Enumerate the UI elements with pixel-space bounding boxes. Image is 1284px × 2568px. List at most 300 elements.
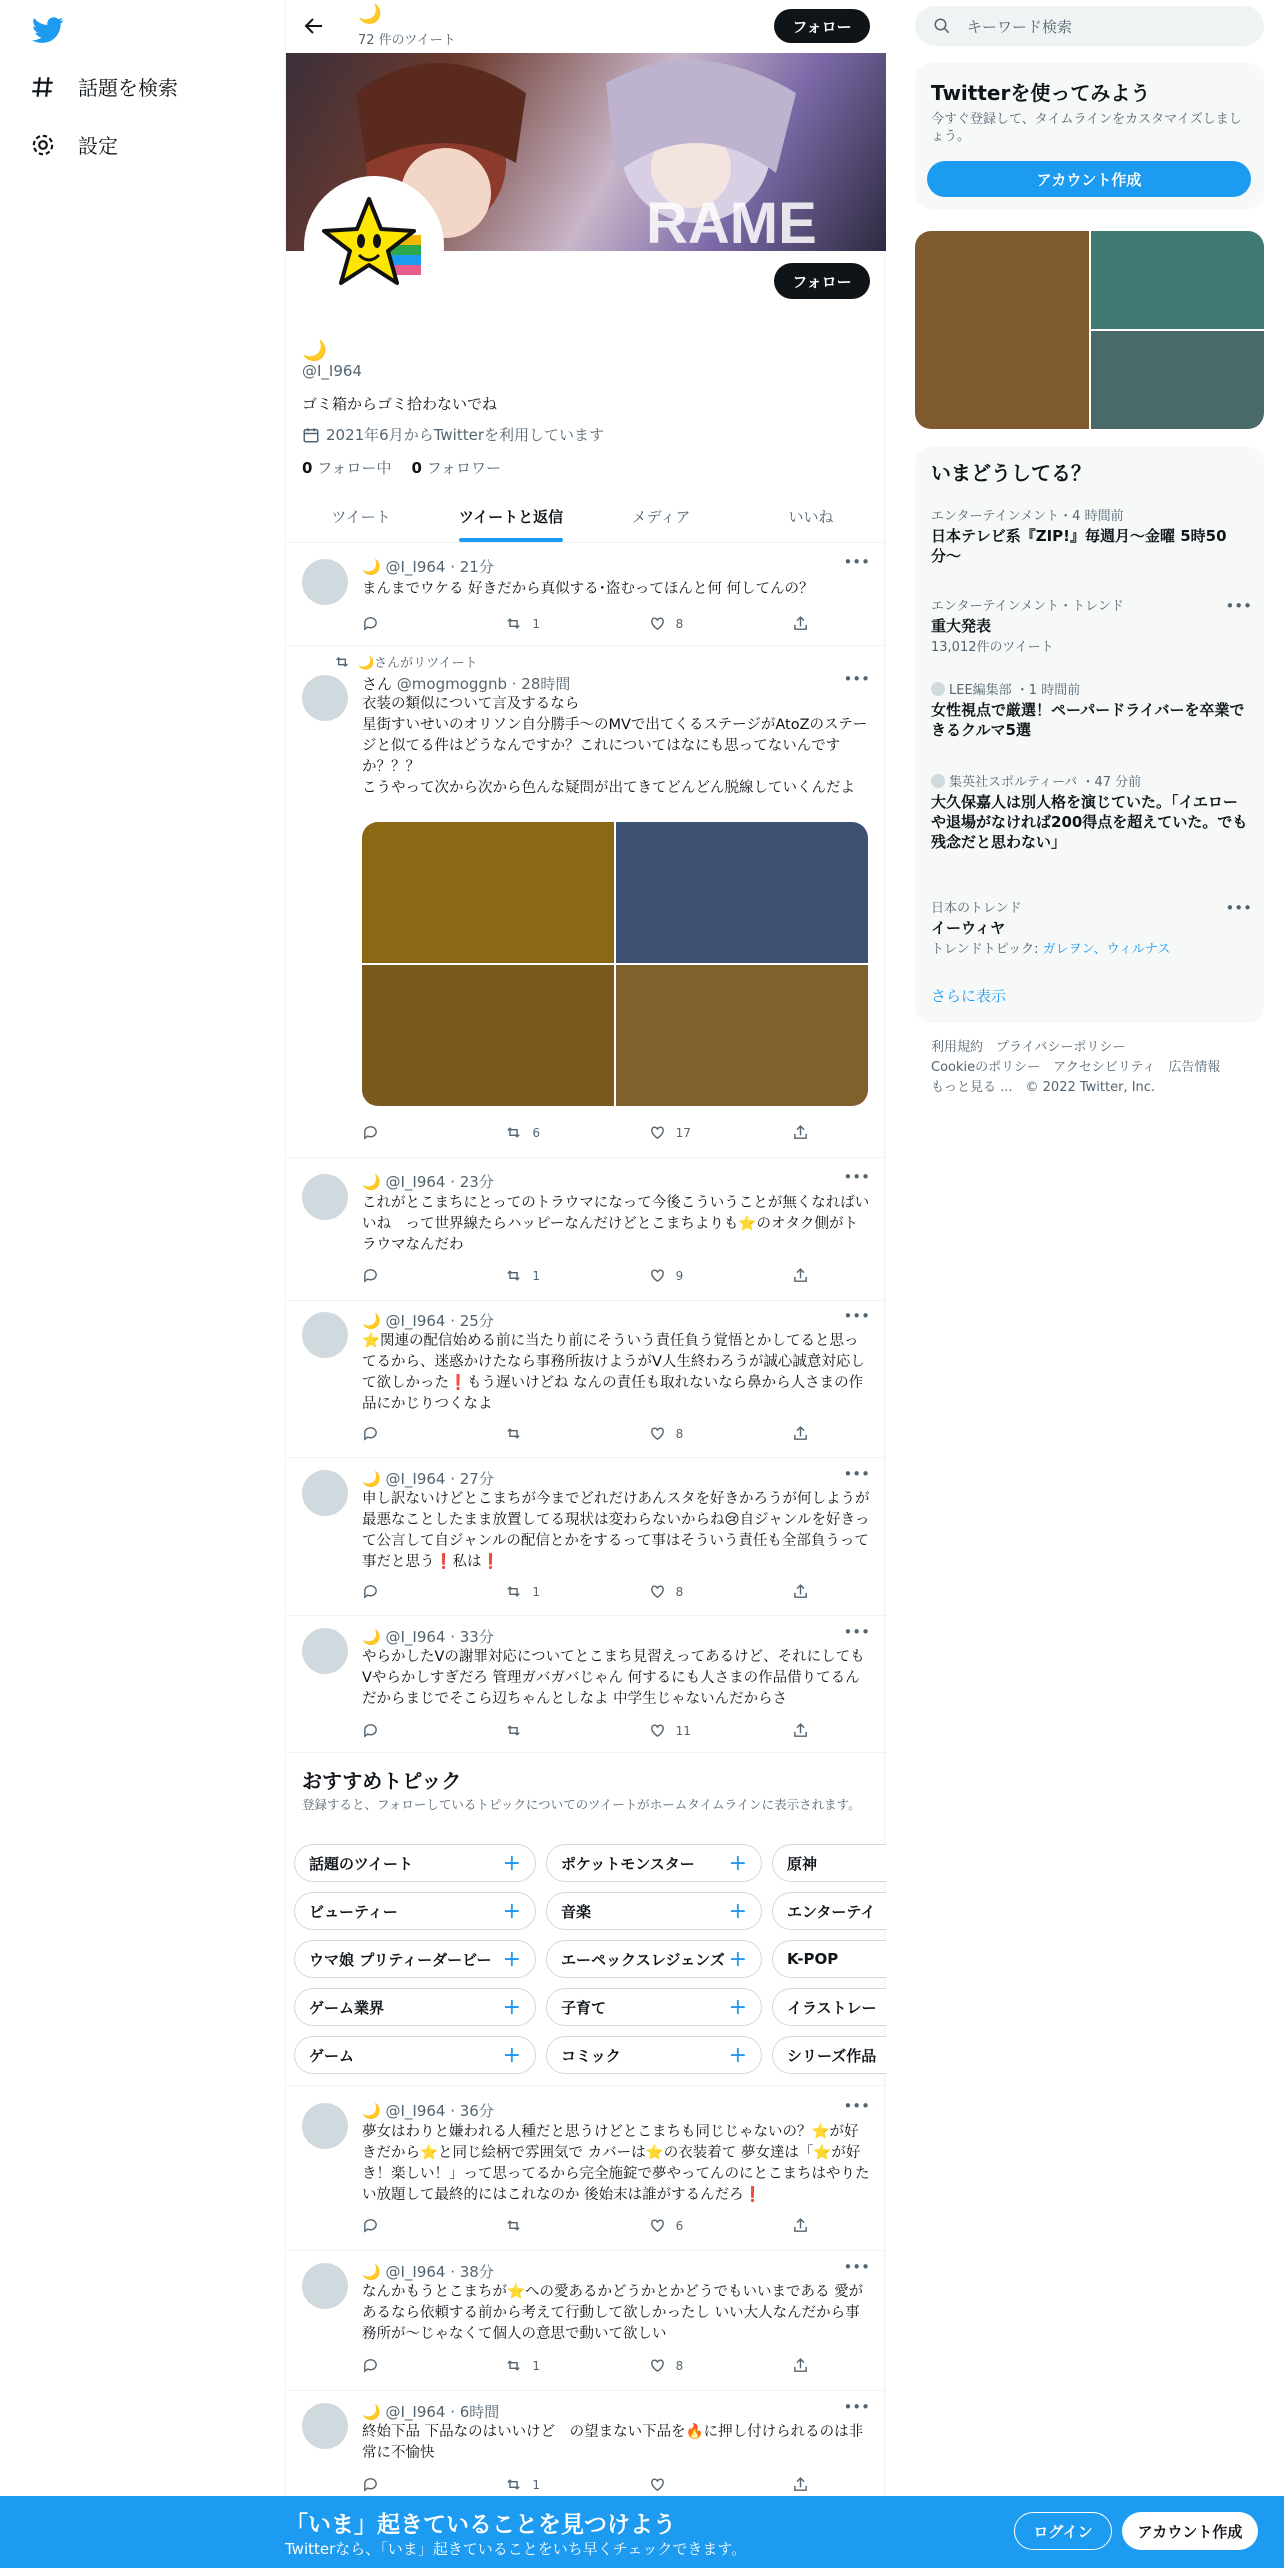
tweet-text: なんかもうとこまちが⭐への愛あるかどうかとかどうでもいいまである 愛があるなら依頼する前から考えて行動して欲しかったし いい大人なんだから事務所が〜じゃなくて個人の意思で動いて欲しい	[362, 2284, 864, 2342]
footer-links	[931, 1038, 1251, 1098]
tweet-header: さん @mogmoggnb · 28時間	[362, 675, 571, 693]
header-follow-button[interactable]: フォロー	[774, 9, 870, 43]
media-image[interactable]	[616, 822, 868, 963]
share-icon	[792, 615, 809, 632]
trend-topic-links[interactable]: ガレヲン、ウィルナス	[1042, 942, 1171, 957]
tweet-handle[interactable]: @I_I964	[385, 558, 446, 576]
topic-chip[interactable]	[294, 1892, 536, 1930]
topic-label: コミック	[561, 2046, 621, 2065]
topic-label: イラストレー	[787, 1998, 877, 2017]
plus-icon: +	[502, 1994, 521, 2020]
tweet-time[interactable]: 23分	[459, 1173, 494, 1191]
like-count: 17	[675, 1125, 691, 1140]
tweet-actions	[362, 1124, 812, 1141]
star-avatar-icon	[319, 191, 429, 301]
tweet[interactable]	[286, 646, 886, 1158]
tweet-text: これがとこまちにとってのトラウマになって今後こういうことが無くなればいいね って世界線たらハッピーなんだけどとこまちよりも⭐のオタク側がトラウマなんだわ	[362, 1195, 870, 1253]
like-count: 8	[675, 2358, 684, 2373]
tweet-author-name[interactable]: 🌙	[362, 2403, 381, 2421]
reply-button[interactable]	[362, 2357, 452, 2374]
trend-topics-prefix: トレンドトピック:	[931, 942, 1043, 957]
trend-title: 女性視点で厳選！ペーパードライバーを卒業できるクルマ5選	[931, 701, 1245, 739]
nav-explore[interactable]	[30, 72, 178, 101]
tweet-handle[interactable]: @I_I964	[385, 2263, 446, 2281]
retweet-button[interactable]	[505, 1124, 595, 1141]
reply-button[interactable]	[362, 1425, 452, 1442]
tweet-text: やらかしたVの謝罪対応についてとこまち見習えってあるけど、それにしてもVやらかしすぎだろ 管理ガバガバじゃん 何するにも人さまの作品借りてるんだからまじでそこら辺ちゃんとしなよ 中学生じゃないんだからさ	[362, 1649, 865, 1707]
share-button[interactable]	[792, 1267, 812, 1284]
trend-title: 重大発表	[931, 617, 992, 635]
plus-icon: +	[728, 2042, 747, 2068]
topic-label: 音楽	[561, 1902, 592, 1921]
like-button[interactable]	[649, 1722, 739, 1739]
plus-icon: +	[728, 1994, 747, 2020]
tweet-time[interactable]: 28時間	[521, 675, 571, 693]
trend-meta: 日本のトレンド	[931, 901, 1022, 916]
tweet-actions	[362, 2476, 812, 2493]
reply-icon	[362, 1722, 379, 1739]
reply-button[interactable]	[362, 1267, 452, 1284]
plus-icon: +	[728, 1898, 747, 1924]
topic-chip[interactable]	[772, 1844, 886, 1882]
topic-chip[interactable]	[546, 1892, 762, 1930]
svg-text:RAME: RAME	[646, 191, 817, 251]
search-input[interactable]: キーワード検索	[967, 17, 1073, 36]
like-button[interactable]	[649, 1425, 739, 1442]
tweet-handle[interactable]: @I_I964	[385, 1173, 446, 1191]
share-button[interactable]	[792, 1124, 812, 1141]
signup-banner-title: 「いま」起きていることを見つけよう	[285, 2512, 676, 2538]
trends-title: いまどうしてる？	[931, 461, 1091, 485]
topic-chip[interactable]	[772, 1892, 886, 1930]
more-icon[interactable]: •••	[843, 670, 870, 688]
avatar[interactable]	[302, 1312, 348, 1358]
tweet[interactable]	[286, 1616, 886, 1753]
media-image[interactable]	[362, 822, 614, 963]
topic-label: エンターテイ	[787, 1902, 876, 1921]
plus-icon: +	[502, 2042, 521, 2068]
topic-chip[interactable]	[294, 1844, 536, 1882]
retweet-icon	[505, 1583, 522, 1600]
topic-chip[interactable]	[294, 1988, 536, 2026]
tweet-time[interactable]: 36分	[459, 2102, 494, 2120]
tweet-actions	[362, 2357, 812, 2374]
share-button[interactable]	[792, 1722, 812, 1739]
reply-button[interactable]	[362, 2476, 452, 2493]
trend-title: 大久保嘉人は別人格を演じていた。「イエローや退場がなければ200得点を超えていた。でも残念だと思わない」	[931, 793, 1248, 851]
topic-chip[interactable]	[546, 1988, 762, 2026]
footer-line[interactable]: もっと見る ... © 2022 Twitter, Inc.	[931, 1080, 1156, 1095]
tweet-handle[interactable]: @I_I964	[385, 2403, 446, 2421]
hashtag-icon	[30, 74, 56, 100]
tweet[interactable]	[286, 1301, 886, 1458]
retweet-button[interactable]	[505, 1267, 595, 1284]
tweet-time[interactable]: 33分	[459, 1628, 494, 1646]
reply-icon	[362, 1267, 379, 1284]
tweet-time[interactable]: 6時間	[459, 2403, 500, 2421]
signup-card	[915, 63, 1264, 209]
retweet-icon	[505, 1267, 522, 1284]
retweet-icon	[505, 1722, 522, 1739]
avatar[interactable]	[302, 1470, 348, 1516]
retweet-icon	[505, 2357, 522, 2374]
topic-label: ゲーム業界	[309, 1998, 385, 2017]
share-icon	[792, 1425, 809, 1442]
profile-joined-text: 2021年6月からTwitterを利用しています	[326, 426, 604, 444]
footer-line[interactable]: Cookieのポリシー アクセシビリティ 広告情報	[931, 1060, 1221, 1075]
tweet-time[interactable]: 25分	[459, 1312, 494, 1330]
tweet-time[interactable]: 27分	[459, 1470, 494, 1488]
heart-icon	[649, 1583, 666, 1600]
like-button[interactable]	[649, 2217, 739, 2234]
signup-button[interactable]: アカウント作成	[1122, 2512, 1258, 2550]
share-icon	[792, 1583, 809, 1600]
tweet-media-grid[interactable]	[362, 822, 868, 1106]
topic-chip[interactable]	[546, 1940, 762, 1978]
heart-icon	[649, 2217, 666, 2234]
topic-label: K-POP	[787, 1950, 839, 1968]
tweet-handle[interactable]: @I_I964	[385, 1312, 446, 1330]
share-button[interactable]	[792, 2357, 812, 2374]
profile-handle: @I_I964	[302, 362, 362, 380]
create-account-button[interactable]: アカウント作成	[927, 161, 1251, 197]
tweet-handle[interactable]: @I_I964	[385, 1470, 446, 1488]
media-thumbnail[interactable]	[1091, 331, 1265, 429]
profile-tabs	[286, 490, 886, 543]
tweet-header: 🌙 @I_I964 · 33分	[362, 1628, 494, 1646]
profile-avatar[interactable]	[304, 176, 444, 316]
avatar[interactable]	[302, 2403, 348, 2449]
avatar[interactable]	[302, 1174, 348, 1220]
like-count: 8	[675, 1584, 684, 1599]
tweet-author-name[interactable]: 🌙	[362, 558, 381, 576]
source-avatar	[931, 682, 945, 696]
more-icon[interactable]: •••	[843, 1307, 870, 1325]
retweet-button[interactable]	[505, 1425, 595, 1442]
trend-title: 日本テレビ系『ZIP!』毎週月〜金曜 5時50分〜	[931, 527, 1227, 565]
retweet-button[interactable]	[505, 1722, 595, 1739]
media-preview-grid	[915, 231, 1264, 429]
topic-chip[interactable]	[546, 1844, 762, 1882]
tab-tweets-and-replies[interactable]: ツイートと返信	[436, 490, 586, 542]
topic-label: ビューティー	[309, 1902, 398, 1921]
trends-card	[915, 447, 1264, 1023]
avatar[interactable]	[302, 1628, 348, 1674]
like-button[interactable]	[649, 2357, 739, 2374]
topic-label: ゲーム	[309, 2046, 355, 2065]
topic-label: 子育て	[561, 1998, 607, 2017]
topic-chip[interactable]	[772, 1988, 886, 2026]
topic-chip[interactable]	[772, 2036, 886, 2074]
profile-bio: ゴミ箱からゴミ拾わないでね	[302, 395, 498, 413]
heart-icon	[649, 1722, 666, 1739]
reply-icon	[362, 1425, 379, 1442]
profile-header	[286, 0, 886, 53]
reply-button[interactable]	[362, 615, 452, 632]
like-count: 9	[675, 1268, 684, 1283]
avatar[interactable]	[302, 675, 348, 721]
more-icon[interactable]: •••	[843, 2258, 870, 2276]
retweet-button[interactable]	[505, 2357, 595, 2374]
retweet-icon	[505, 1425, 522, 1442]
reply-button[interactable]	[362, 1722, 452, 1739]
like-count: 8	[675, 616, 684, 631]
topic-chip[interactable]	[294, 2036, 536, 2074]
retweet-count: 1	[532, 1584, 540, 1599]
media-thumbnail[interactable]	[1091, 231, 1265, 329]
tweet-header: 🌙 @I_I964 · 6時間	[362, 2403, 500, 2421]
plus-icon: +	[728, 1946, 747, 1972]
like-button[interactable]	[649, 1267, 739, 1284]
tweet-actions	[362, 1583, 812, 1600]
share-icon	[792, 1722, 809, 1739]
like-button[interactable]	[649, 615, 739, 632]
like-button[interactable]	[649, 2476, 739, 2493]
topics-title: おすすめトピック	[302, 1769, 462, 1793]
tweet-handle[interactable]: @mogmoggnb	[396, 675, 507, 693]
search-box[interactable]	[915, 6, 1264, 46]
share-icon	[792, 1124, 809, 1141]
back-arrow-icon[interactable]	[302, 14, 326, 38]
topic-label: 原神	[787, 1854, 818, 1873]
gear-icon	[30, 132, 56, 158]
tweet[interactable]	[286, 2251, 886, 2391]
tab-tweets[interactable]: ツイート	[331, 507, 391, 526]
trend-meta: エンターテインメント・4 時間前	[931, 509, 1124, 524]
followers-count: 0	[411, 459, 422, 477]
reply-button[interactable]	[362, 1124, 452, 1141]
followers-link[interactable]	[411, 457, 500, 478]
media-thumbnail[interactable]	[915, 231, 1089, 429]
topic-chip[interactable]	[294, 1940, 536, 1978]
trend-title: イーウィヤ	[931, 919, 1006, 937]
profile-column	[285, 0, 885, 2568]
share-icon	[792, 2476, 809, 2493]
followers-label: フォロワー	[426, 459, 501, 477]
tweet-text: 申し訳ないけどとこまちが今までどれだけあんスタを好きかろうが何しようが最悪なことしたまま放置してる現状は変わらないからね😢自ジャンルを好きって公言して自ジャンルの配信とかをするって事はそういう責任も全部負うって事だと思う❗私は❗	[362, 1491, 870, 1570]
recommended-topics	[286, 1753, 886, 2086]
share-icon	[792, 1267, 809, 1284]
nav-settings[interactable]	[30, 130, 118, 159]
heart-icon	[649, 1267, 666, 1284]
reply-icon	[362, 2476, 379, 2493]
tweet-author-name[interactable]: 🌙	[362, 1312, 381, 1330]
retweet-count: 1	[532, 2477, 540, 2492]
topic-label: シリーズ作品	[787, 2046, 877, 2065]
following-link[interactable]	[302, 457, 391, 478]
reply-icon	[362, 2217, 379, 2234]
trend-item[interactable]	[931, 897, 1251, 957]
plus-icon: +	[502, 1946, 521, 1972]
following-label: フォロー中	[317, 459, 392, 477]
tab-media[interactable]: メディア	[631, 507, 691, 526]
share-button[interactable]	[792, 615, 812, 632]
more-icon[interactable]: •••	[843, 2398, 870, 2416]
reply-button[interactable]	[362, 1583, 452, 1600]
search-icon	[933, 17, 951, 35]
tweet-header: 🌙 @I_I964 · 25分	[362, 1312, 494, 1330]
reply-icon	[362, 2357, 379, 2374]
trend-item[interactable]	[931, 505, 1251, 566]
trend-meta: エンターテインメント・トレンド	[931, 599, 1124, 614]
header-name: 🌙	[358, 3, 382, 25]
more-icon[interactable]: •••	[843, 2097, 870, 2115]
topic-chip[interactable]	[546, 2036, 762, 2074]
tweet-time[interactable]: 38分	[459, 2263, 494, 2281]
share-button[interactable]	[792, 1425, 812, 1442]
profile-follow-button[interactable]: フォロー	[774, 263, 870, 299]
tweet-author-name[interactable]: 🌙	[362, 1628, 381, 1646]
like-count: 11	[675, 1723, 691, 1738]
retweet-icon	[505, 1124, 522, 1141]
calendar-icon	[302, 426, 320, 444]
tweet[interactable]	[286, 543, 886, 646]
tweet-text: まんまでウケる 好きだから真似する･盗むってほんと何 何してんの？	[362, 581, 814, 597]
plus-icon: +	[728, 1850, 747, 1876]
retweet-button[interactable]	[505, 2476, 595, 2493]
retweet-count: 6	[532, 1125, 540, 1140]
trend-meta	[931, 679, 1251, 698]
topic-chip[interactable]	[772, 1940, 886, 1978]
retweet-icon	[505, 2217, 522, 2234]
topic-label: ポケットモンスター	[561, 1854, 695, 1873]
nav-explore-label: 話題を検索	[78, 76, 178, 100]
tweet-author-name[interactable]: さん	[362, 675, 393, 693]
signup-banner-subtitle: Twitterなら、「いま」起きていることをいち早くチェックできます。	[285, 2540, 747, 2558]
trend-count: 13,012件のツイート	[931, 640, 1054, 655]
retweet-label[interactable]: 🌙さんがリツイート	[358, 656, 478, 671]
media-image[interactable]	[616, 965, 868, 1106]
retweet-count: 1	[532, 616, 540, 631]
tweet-header: 🌙 @I_I964 · 23分	[362, 1173, 494, 1191]
retweet-count: 1	[532, 2358, 540, 2373]
tweet-actions	[362, 1425, 812, 1442]
source-avatar	[931, 774, 945, 788]
topic-label: 話題のツイート	[309, 1854, 413, 1873]
avatar[interactable]	[302, 2103, 348, 2149]
media-image[interactable]	[362, 965, 614, 1106]
avatar[interactable]	[302, 2263, 348, 2309]
profile-joined	[302, 424, 604, 445]
tweet-actions	[362, 615, 812, 632]
retweet-count: 1	[532, 1268, 540, 1283]
retweet-button[interactable]	[505, 2217, 595, 2234]
plus-icon: +	[502, 1898, 521, 1924]
heart-icon	[649, 2357, 666, 2374]
trend-meta	[931, 771, 1251, 790]
signup-text: 今すぐ登録して、タイムラインをカスタマイズしましょう。	[931, 112, 1242, 144]
plus-icon: +	[502, 1850, 521, 1876]
share-icon	[792, 2217, 809, 2234]
signup-title: Twitterを使ってみよう	[931, 81, 1151, 105]
reply-icon	[362, 1583, 379, 1600]
tweet-author-name[interactable]: 🌙	[362, 1173, 381, 1191]
header-tweet-count: 72 件のツイート	[358, 33, 456, 48]
more-icon[interactable]: •••	[843, 1623, 870, 1641]
like-button[interactable]	[649, 1124, 739, 1141]
tweet-text: ⭐関連の配信始める前に当たり前にそういう責任負う覚悟とかしてると思ってるから、迷惑かけたなら事務所抜けようがV人生終わろうが誠心誠意対応して欲しかった❗もう遅いけどね なんの責任も取れないなら鼻から人さまの作品にかじりつくなよ	[362, 1333, 865, 1412]
tweet-time[interactable]: 21分	[459, 558, 494, 576]
login-button[interactable]: ログイン	[1014, 2512, 1112, 2550]
trend-item[interactable]	[931, 679, 1251, 740]
tweet[interactable]	[286, 2391, 886, 2511]
nav-settings-label: 設定	[78, 134, 118, 158]
show-more-link[interactable]: さらに表示	[931, 987, 1007, 1005]
more-icon[interactable]: •••	[843, 1465, 870, 1483]
like-count: 6	[675, 2218, 684, 2233]
tweet-handle[interactable]: @I_I964	[385, 2102, 446, 2120]
tweet[interactable]	[286, 1458, 886, 1616]
retweet-button[interactable]	[505, 615, 595, 632]
reply-icon	[362, 615, 379, 632]
tweet-handle[interactable]: @I_I964	[385, 1628, 446, 1646]
retweet-icon	[334, 654, 350, 670]
trend-item[interactable]	[931, 595, 1251, 655]
topics-subtitle: 登録すると、フォローしているトピックについてのツイートがホームタイムラインに表示されます。	[302, 1797, 861, 1812]
tweet-author-name[interactable]: 🌙	[362, 2102, 381, 2120]
reply-button[interactable]	[362, 2217, 452, 2234]
share-button[interactable]	[792, 2476, 812, 2493]
tweet-text: 夢女はわりと嫌われる人種だと思うけどとこまちも同じじゃないの？⭐が好きだから⭐と同じ絵柄で雰囲気で カバーは⭐の衣装着て 夢女達は「⭐が好き！楽しい！」って思ってるから完全施錠で夢やってんのにとこまちはやりたい放題して最終的にはこれなのか 後始末は誰がするんだろ❗	[362, 2124, 870, 2203]
heart-icon	[649, 1124, 666, 1141]
reply-icon	[362, 1124, 379, 1141]
tweet-actions	[362, 1722, 812, 1739]
more-icon[interactable]: •••	[843, 1168, 870, 1186]
trend-meta-text: 集英社スポルティーバ ・47 分前	[949, 775, 1142, 790]
more-icon[interactable]: •••	[843, 553, 870, 571]
signup-banner	[0, 2496, 1284, 2568]
trend-topics	[931, 938, 1251, 957]
retweet-icon	[505, 615, 522, 632]
heart-icon	[649, 615, 666, 632]
heart-icon	[649, 1425, 666, 1442]
twitter-logo-icon[interactable]	[32, 14, 64, 46]
share-icon	[792, 2357, 809, 2374]
tweet-header: 🌙 @I_I964 · 27分	[362, 1470, 494, 1488]
tweet-text: 終始下品 下品なのはいいけど の望まない下品を🔥に押し付けられるのは非常に不愉快	[362, 2424, 864, 2461]
profile-name: 🌙	[302, 338, 327, 362]
retweet-icon	[505, 2476, 522, 2493]
avatar[interactable]	[302, 559, 348, 605]
tweet-actions	[362, 2217, 812, 2234]
tweet-author-name[interactable]: 🌙	[362, 1470, 381, 1488]
trend-meta-text: LEE編集部 ・1 時間前	[949, 683, 1081, 698]
share-button[interactable]	[792, 1583, 812, 1600]
topic-label: エーペックスレジェンズ	[561, 1950, 725, 1969]
like-count: 8	[675, 1426, 684, 1441]
tweet-header: 🌙 @I_I964 · 38分	[362, 2263, 494, 2281]
trend-item[interactable]	[931, 771, 1251, 852]
profile-follow-stats	[302, 457, 501, 478]
tweet[interactable]	[286, 2086, 886, 2251]
more-icon[interactable]: •••	[1225, 597, 1252, 615]
like-button[interactable]	[649, 1583, 739, 1600]
heart-icon	[649, 2476, 666, 2493]
retweet-indicator	[334, 652, 478, 671]
more-icon[interactable]: •••	[1225, 899, 1252, 917]
tab-likes[interactable]: いいね	[788, 507, 834, 526]
tweet-header: 🌙 @I_I964 · 21分	[362, 558, 494, 576]
following-count: 0	[302, 459, 313, 477]
topic-label: ウマ娘 プリティーダービー	[309, 1950, 492, 1969]
tweet-header: 🌙 @I_I964 · 36分	[362, 2102, 494, 2120]
tweet-author-name[interactable]: 🌙	[362, 2263, 381, 2281]
footer-line[interactable]: 利用規約 プライバシーポリシー	[931, 1040, 1126, 1055]
share-button[interactable]	[792, 2217, 812, 2234]
tweet-text: 衣装の類似について言及するなら 星街すいせいのオリソン自分勝手～のMVで出てくるステージがAtoZのステージと似てる件はどうなんですか？これについてはなにも思ってないんですか？？？ こうやって次から次から色んな疑問が出てきてどんどん脱線していくんだよ	[362, 696, 868, 796]
tweet[interactable]	[286, 1158, 886, 1301]
retweet-button[interactable]	[505, 1583, 595, 1600]
